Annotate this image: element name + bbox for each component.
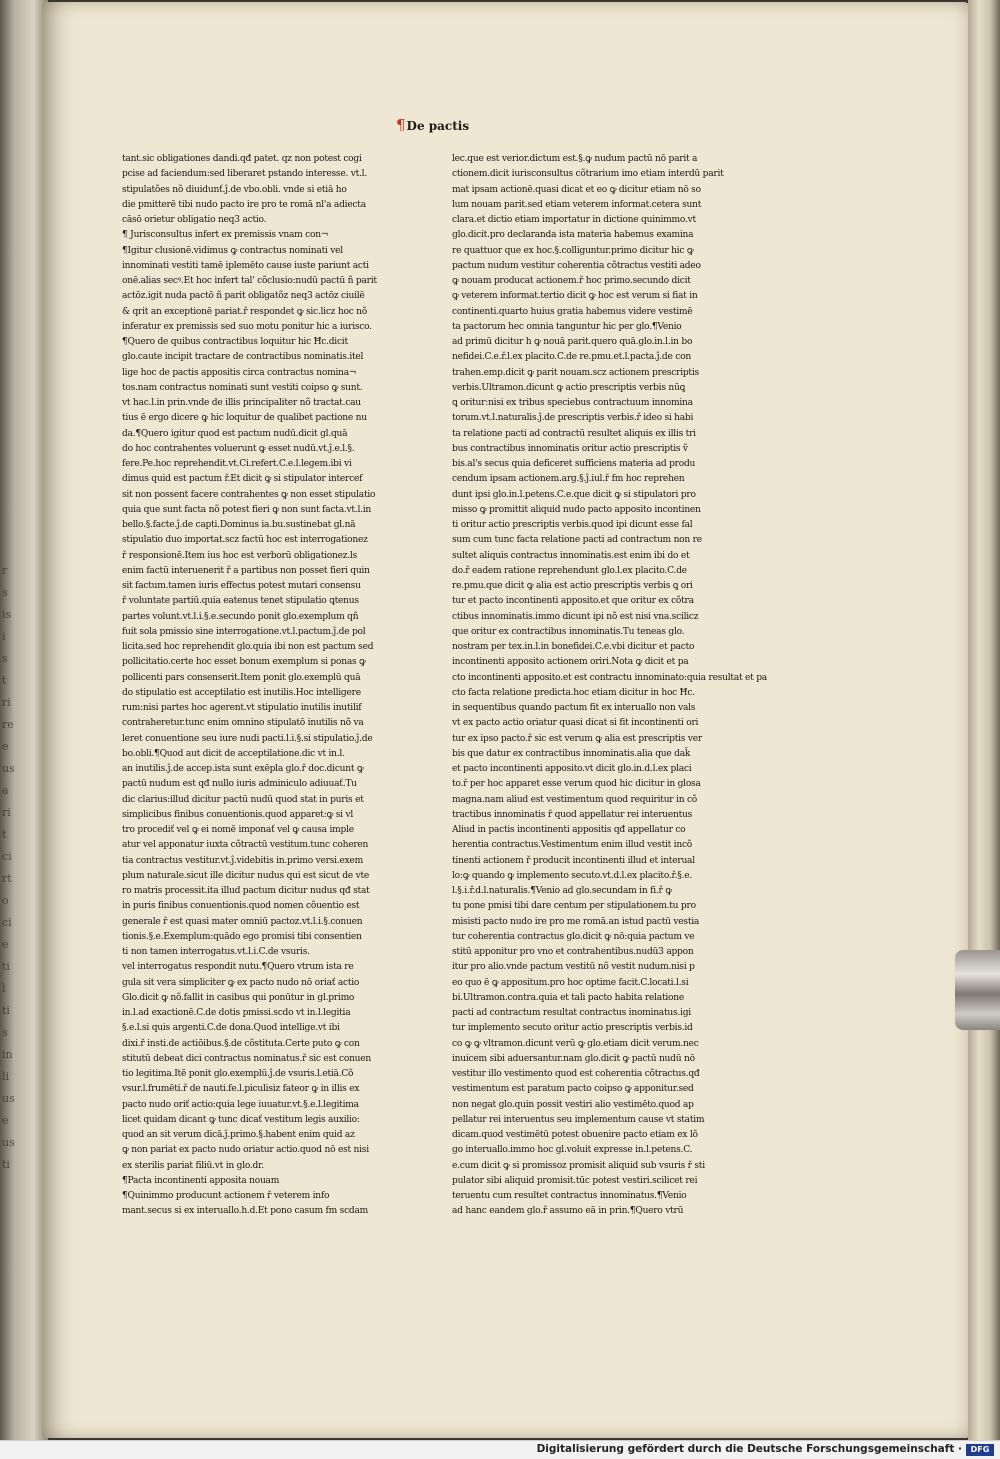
text-line: mant.secus si ex interuallo.h.d.Et pono casum fm scdam — [122, 1206, 369, 1217]
text-line: stitutū debeat dici contractus nominatus.ř sic est conuen — [122, 1053, 372, 1064]
text-line: stipulatio duo importat.scz factū hoc est interrogationez — [122, 535, 368, 546]
margin-note: ti — [2, 1004, 10, 1017]
text-line: do stipulatio est acceptilatio est inutilis.Hoc intelligere — [122, 687, 361, 698]
text-line: ti oritur actio prescriptis verbis.quod ipi dicunt esse fal — [452, 520, 693, 530]
text-line: pacto nudo oriť actio:quia lege iuuatur.vt.§.e.l.legitima — [122, 1099, 359, 1110]
margin-note: e — [2, 740, 9, 753]
text-line: stitū apponitur pro vno et contrahentibus.nudū3 appon — [452, 947, 694, 957]
text-line: magna.nam aliud est vestimentum quod requiritur in cõ — [452, 794, 698, 805]
text-line: pollicenti pars consenserit.Item ponit glo.exemplū quā — [122, 672, 361, 683]
text-line: torum.vt.l.naturalis.ĵ.de prescriptis verbis.ř ideo si habi — [452, 413, 694, 424]
margin-note: li — [2, 1070, 10, 1083]
text-line: ¶Pacta incontinenti apposita nouam — [122, 1175, 280, 1186]
text-line: pacti ad contractum resultat contractus inominatus.igi — [452, 1008, 691, 1018]
text-line: simplicibus finibus conuentionis.quod apparet:ꝙ si vl — [122, 809, 354, 820]
text-line: innominati vestiti tamē iplemēto cause iuste pariunt acti — [122, 260, 369, 271]
text-line: die pmitterē tibi nudo pacto ire pro te romā nl'a adiecta — [122, 199, 366, 210]
text-line: lec.que est verior.dictum est.§.ꝙ nudum pactū nō parit a — [452, 154, 698, 164]
text-line: verbis.Ultramon.dicunt ꝙ actio prescriptis verbis nūꝗ — [452, 382, 685, 393]
text-line: lo:ꝙ quando ꝙ implemento secuto.vt.d.l.ex placito.ř.§.e. — [452, 870, 692, 881]
text-line: actōz.igit nuda pactō ñ parit obligatõz neq3 actōz ciuilē — [122, 291, 365, 302]
text-line: to.ř per hoc apparet esse verum quod hic dicitur in glosa — [452, 779, 701, 790]
text-line: ta relatione pacti ad contractū resultet aliquis ex illis tri — [452, 428, 696, 439]
text-line: tius ē ergo dicere ꝙ hic loquitur de qualibet pactione nu — [122, 413, 367, 424]
text-line: enim factū interuenerit ř a partibus non posset fieri quin — [122, 565, 370, 576]
text-line: da.¶Quero igitur quod est pactum nudū.dicit gl.quā — [122, 428, 348, 439]
margin-note: a — [2, 784, 9, 797]
text-line: in puris finibus conuentionis.quod nomen cõuentio est — [122, 901, 360, 912]
text-line: lige hoc de pactis appositis circa contractus nomina¬ — [122, 367, 357, 378]
margin-note: s — [2, 1026, 8, 1039]
text-line: ex sterilis pariat filiū.vt in glo.dr. — [122, 1160, 264, 1171]
text-line: gula sit vera simpliciter ꝙ ex pacto nudo nō oriať actio — [122, 977, 360, 988]
text-line: & qrit an exceptionē pariat.ř respondet ꝙ sic.licz hoc nõ — [122, 306, 368, 317]
text-line: dixi.ř insti.de actiōibus.§.de cõstituta.Certe puto ꝙ con — [122, 1038, 360, 1049]
text-line: itur pro alio.vnde pactum vestitū nõ vestit nudum.nisi p — [452, 962, 695, 973]
text-line: teruentu cum resultet contractus innominatus.¶Venio — [452, 1191, 687, 1201]
text-line: ¶ Jurisconsultus infert ex premissis vnam con¬ — [122, 230, 329, 241]
text-line: ř voluntate partiū.quia eatenus tenet stipulatio ꝗtenus — [122, 596, 359, 607]
text-line: ro matris processit.ita illud pactum dicitur nudus qđ stat — [122, 886, 370, 896]
text-line: misso ꝙ promittit aliquid nudo pacto apposito incontinen — [452, 504, 701, 515]
text-line: onē.alias secꝰ.Et hoc infert tal' cõclusio:nudū pactū ñ parit — [122, 276, 377, 286]
text-line: lum nouam parit.sed etiam veterem informat.cetera sunt — [452, 199, 702, 210]
text-line: tia contractus vestitur.vt.ĵ.videbitis in.primo versi.exem — [122, 855, 363, 866]
text-line: inferatur ex premissis sed suo motu ponitur hic a iurisco. — [122, 321, 372, 332]
text-line: an inutilis.ĵ.de accep.ista sunt exēpla glo.ř doc.dicunt ꝙ — [122, 764, 364, 774]
text-line: in sequentibus quando pactum fit ex interuallo non vals — [452, 703, 696, 713]
text-line: bis.al's secus quia deficeret sufficiens materia ad produ — [452, 459, 696, 469]
text-line: que oritur ex contractibus innominatis.Tu teneas glo. — [452, 626, 685, 637]
running-head-title: De pactis — [406, 119, 470, 133]
margin-note: rt — [2, 872, 12, 885]
text-line: fere.Pe.hoc reprehendit.vt.Ci.refert.C.e.l.legem.ibi vi — [122, 459, 352, 469]
text-line: rum:nisi partes hoc agerent.vt stipulatio inutilis inutilif — [122, 703, 362, 713]
text-line: bi.Ultramon.contra.quia et tali pacto habita relatione — [452, 992, 684, 1003]
text-line: cāsō orietur obligatio neq3 actio. — [122, 215, 267, 225]
left-margin-notes — [2, 560, 28, 1176]
text-line: trahen.emp.dicit ꝙ parit nouam.scz actionem prescriptis — [452, 367, 699, 378]
margin-note: us — [2, 1092, 15, 1105]
text-line: dunt ipsi glo.in.l.petens.C.e.que dicit ꝙ si stipulatori pro — [452, 489, 696, 500]
text-line: Glo.dicit ꝙ nõ.fallit in casibus qui ponūtur in gl.primo — [122, 992, 355, 1003]
text-line: stipulatões nõ diuidunť.ĵ.de vbo.obli. vnde si etiā ho — [122, 184, 347, 195]
text-line: go interuallo.immo hoc gl.voluit expresse in.l.petens.C. — [452, 1145, 693, 1156]
text-line: dimus quid est pactum ř.Et dicit ꝙ si stipulator intercef — [122, 474, 363, 485]
text-line: eo quo ē ꝙ appositum.pro hoc optime facit.C.locati.l.si — [452, 977, 689, 988]
text-line: tur implemento secuto oritur actio prescriptis verbis.id — [452, 1023, 693, 1034]
margin-note: ci — [2, 850, 12, 863]
text-line: ta pactorum hec omnia tanguntur hic per glo.¶Venio — [452, 321, 682, 332]
text-line: mat ipsam actionē.quasi dicat et eo ꝙ dicitur etiam nō so — [452, 184, 701, 195]
text-line: tu pone pmisi tibi dare centum per stipulationem.tu pro — [452, 901, 696, 912]
text-line: cto facta relatione predicta.hoc etiam dicitur in hoc Ħc. — [452, 687, 695, 698]
text-line: licita.sed hoc reprehendit glo.quia ibi non est pactum sed — [122, 642, 374, 652]
text-line: vestitur illo vestimento quod est coherentia cõtractus.qđ — [452, 1069, 700, 1079]
left-page-edge — [0, 0, 48, 1440]
margin-note: ri — [2, 806, 11, 819]
text-line: leret conuentione seu iure nudi pacti.l.i.§.si stipulatio.ĵ.de — [122, 733, 373, 744]
text-line: tionis.§.e.Exemplum:quādo ego promisi tibi consentien — [122, 931, 362, 942]
running-head — [396, 116, 469, 134]
margin-note: us — [2, 1136, 15, 1149]
page-clip — [955, 950, 1000, 1030]
text-line: pcise ad faciendum:sed liberaret pstando interesse. vt.l. — [122, 169, 367, 180]
text-line: licet quidam dicant ꝙ tunc dicať vestitum legis auxilio: — [122, 1114, 360, 1125]
footer-separator: · — [958, 1443, 962, 1455]
text-line: vsur.l.frumēti.ř de nauti.fe.l.piculisiz fateor ꝙ in illis ex — [122, 1084, 360, 1095]
text-line: ř responsionē.Item ius hoc est verborū obligationez.ls — [122, 550, 357, 561]
text-line: dic clarius:illud dicitur pactū nudū quod stat in puris et — [122, 794, 364, 805]
text-line: tro procediť vel ꝙ ei nomē imponať vel ꝙ causa imple — [122, 825, 354, 835]
text-line: vt ex pacto actio oriatur quasi dicat si fit incontinenti ori — [452, 718, 699, 729]
margin-note: re — [2, 718, 14, 731]
dfg-logo: DFG — [966, 1444, 994, 1456]
text-line: atur vel apponatur iuxta cõtractū vestitum.tunc coheren — [122, 840, 369, 851]
margin-note: s — [2, 586, 8, 599]
text-line: vel interrogatus respondit nutu.¶Quero vtrum ista re — [122, 962, 354, 973]
text-line: e.cum dicit ꝙ si promissoz promisit aliquid sub vsuris ř sti — [452, 1160, 705, 1171]
pilcrow-marker: ¶ — [396, 116, 406, 134]
margin-note: r — [2, 564, 8, 577]
margin-note: ti — [2, 1158, 10, 1171]
text-line: sum cum tunc facta relatione pacti ad contractum non re — [452, 535, 702, 546]
text-line: continenti.quarto huius gratia habemus videre vestimē — [452, 306, 693, 317]
text-line: pactū nudum est qđ nullo iuris adminiculo adiuuať.Tu — [122, 779, 357, 790]
margin-note: t — [2, 828, 7, 841]
text-line: bus contractibus innominatis oritur actio prescriptis ṽ — [452, 443, 688, 454]
left-text-column — [122, 152, 430, 1220]
text-line: bello.§.facte.ĵ.de capti.Dominus ia.bu.sustinebat gl.nā — [122, 520, 356, 530]
text-line: cto incontinenti apposito.et est contractu innominato:quia resultat et pa — [452, 672, 767, 683]
footer-credit — [537, 1443, 962, 1455]
text-line: re.pmu.que dicit ꝙ alia est actio prescriptis verbis ꝗ ori — [452, 581, 693, 591]
text-line: glo.dicit.pro declaranda ista materia habemus examina — [452, 230, 694, 241]
margin-note: ti — [2, 960, 10, 973]
text-line: plum naturale.sicut ille dicitur nudus qui est sicut de vte — [122, 870, 369, 881]
margin-note: ci — [2, 916, 12, 929]
text-line: et pacto incontinenti apposito.vt dicit glo.in.d.l.ex placi — [452, 764, 692, 774]
text-line: ctionem.dicit iurisconsultus cõtrarium imo etiam interdū parit — [452, 169, 724, 180]
margin-note: e — [2, 938, 9, 951]
footer-credit-text: Digitalisierung gefördert durch die Deutsche Forschungsgemeinschaft — [536, 1443, 955, 1455]
text-line: tos.nam contractus nominati sunt vestiti coipso ꝙ sunt. — [122, 382, 363, 393]
text-line: inuicem sibi aduersantur.nam glo.dicit ꝙ pactū nudū nō — [452, 1053, 695, 1064]
text-line: ad primū dicitur h ꝙ nouā parit.quero quā.glo.in.l.in bo — [452, 337, 693, 347]
text-line: partes volunt.vt.l.i.§.e.secundo ponit glo.exemplum qñ — [122, 611, 359, 622]
text-line: l.§.i.ř.d.l.naturalis.¶Venio ad glo.secundam in fi.ř ꝙ — [452, 886, 672, 896]
margin-note: e — [2, 1114, 9, 1127]
text-line: tio legitima.Itē ponit glo.exemplū.ĵ.de vsuris.l.etiā.Cõ — [122, 1069, 354, 1079]
margin-note: o — [2, 894, 9, 907]
text-line: tinenti actionem ř producit incontinenti illud et interual — [452, 855, 695, 866]
text-line: clara.et dictio etiam importatur in dictione quinimmo.vt — [452, 215, 696, 225]
text-line: ꝙ nouam producat actionem.ř hoc primo.secundo dicit — [452, 276, 691, 286]
text-line: sultet aliquis contractus innominatis.est enim ibi do et — [452, 550, 690, 561]
text-line: tractibus innominatis ř quod appellatur rei interuentus — [452, 809, 693, 820]
text-line: nefidei.C.e.ř.l.ex placito.C.de re.pmu.et.l.pacta.ĵ.de con — [452, 352, 691, 363]
margin-note: in — [2, 1048, 13, 1061]
text-line: herentia contractus.Vestimentum enim illud vestit incõ — [452, 840, 693, 851]
text-line: ctibus innominatis.immo dicunt ipi nõ est nisi vna.scilicz — [452, 611, 699, 622]
text-line: tur coherentia contractus glo.dicit ꝙ nō:quia pactum ve — [452, 931, 695, 942]
text-line: tur ex ipso pacto.ř sic est verum ꝙ alia est prescriptis ver — [452, 733, 702, 744]
margin-note: s — [2, 652, 8, 665]
text-line: ad hanc eandem glo.ř assumo eā in prin.¶Quero vtrū — [452, 1206, 684, 1217]
text-line: quia que sunt facta nõ potest fieri ꝙ non sunt facta.vt.l.in — [122, 504, 372, 515]
digitization-footer — [0, 1440, 1000, 1459]
margin-note: l — [2, 982, 6, 995]
text-line: tur et pacto incontinenti apposito.et que oritur ex cõtra — [452, 596, 694, 607]
text-line: glo.caute incipit tractare de contractibus nominatis.itel — [122, 352, 364, 363]
text-line: misisti pacto nudo ire pro me romā.an istud pactū vestia — [452, 916, 700, 927]
text-line: cendum ipsam actionem.arg.§.ĵ.iul.ř fm hoc reprehen — [452, 474, 685, 485]
text-line: do hoc contrahentes voluerunt ꝙ esset nudū.vt.ĵ.e.l.§. — [122, 443, 355, 454]
text-line: sit factum.tamen iuris effectus potest mutari consensu — [122, 581, 361, 591]
text-line: contraheretur.tunc enim omnino stipulatō inutilis nõ va — [122, 718, 364, 729]
text-line: generale ř est quasi mater omniū pactoz.vt.l.i.§.conuen — [122, 916, 363, 927]
text-line: tant.sic obligationes dandi.qđ patet. qz non potest cogi — [122, 154, 362, 164]
text-line: pulator sibi aliquid promisit.tūc potest vestiri.scilicet rei — [452, 1175, 698, 1186]
text-line: fuit sola pmissio sine interrogatione.vt.l.pactum.ĵ.de pol — [122, 626, 366, 637]
text-line: ¶Igitur clusionē.vidimus ꝙ contractus nominati vel — [122, 245, 343, 256]
text-line: pellatur rei interuentus seu implementum cause vt statim — [452, 1114, 705, 1125]
text-line: bis que datur ex contractibus innominatis.alia que daǩ — [452, 748, 691, 759]
text-line: pollicitatio.certe hoc esset bonum exemplum si ponas ꝙ — [122, 657, 366, 668]
margin-note: ri — [2, 696, 11, 709]
text-line: do.ř eadem ratione reprehendunt glo.l.ex placito.C.de — [452, 565, 687, 576]
text-line: vestimentum est paratum pacto coipso ꝙ apponitur.sed — [452, 1084, 694, 1095]
right-page-edge — [968, 0, 1000, 1440]
text-line: ꝙ non pariat ex pacto nudo oriatur actio.quod nō est nisi — [122, 1145, 369, 1156]
text-line: Aliud in pactis incontinenti appositis qđ appellatur co — [452, 825, 686, 835]
text-line: incontinenti apposito actionem oriri.Nota ꝙ dicit et pa — [452, 657, 689, 668]
text-line: pactum nudum vestitur coherentia cõtractus vestiti adeo — [452, 260, 701, 271]
text-line: nostram per tex.in.l.in bonefidei.C.e.vbi dicitur et pacto — [452, 642, 695, 652]
text-line: co ꝙ ꝙ vltramon.dicunt verū ꝙ glo.etiam dicit verum.nec — [452, 1038, 699, 1049]
text-line: ti non tamen interrogatus.vt.l.i.C.de vsuris. — [122, 947, 310, 957]
text-line: ꝙ veterem informat.tertio dicit ꝙ hoc est verum si fiat in — [452, 291, 698, 302]
text-line: quod an sit verum dicā.ĵ.primo.§.habent enim quid az — [122, 1130, 355, 1140]
right-text-column — [452, 152, 768, 1220]
text-line: non negat glo.quin possit vestiri alio vestimēto.quod ap — [452, 1099, 694, 1110]
text-line: ¶Quinimmo producunt actionem ř veterem info — [122, 1191, 330, 1201]
text-line: sit non possent facere contrahentes ꝙ non esset stipulatio — [122, 489, 376, 500]
text-line: ꝗ oritur:nisi ex tribus speciebus contractuum innomina — [452, 398, 693, 408]
text-line: in.l.ad exactionē.C.de dotis pmissi.scdo vt in.l.legitia — [122, 1008, 351, 1018]
margin-note: us — [2, 762, 15, 775]
text-line: re quattuor que ex hoc.§.colliguntur.primo dicitur hic ꝙ — [452, 245, 694, 256]
margin-note: is — [2, 608, 12, 621]
text-line: ¶Quero de quibus contractibus loquitur hic Ħc.dicit — [122, 337, 348, 347]
text-line: bo.obli.¶Quod aut dicit de acceptilatione.dic vt in.l. — [122, 748, 345, 759]
text-line: §.e.l.si quis argenti.C.de dona.Quod intellige.vt ibi — [122, 1023, 340, 1034]
margin-note: t — [2, 674, 7, 687]
margin-note: i — [2, 630, 6, 643]
text-line: vt hac.l.in prin.vnde de illis principaliter nõ tractat.cau — [122, 398, 361, 408]
text-line: dicam.quod vestimētū potest obuenire pacto etiam ex lõ — [452, 1130, 698, 1140]
